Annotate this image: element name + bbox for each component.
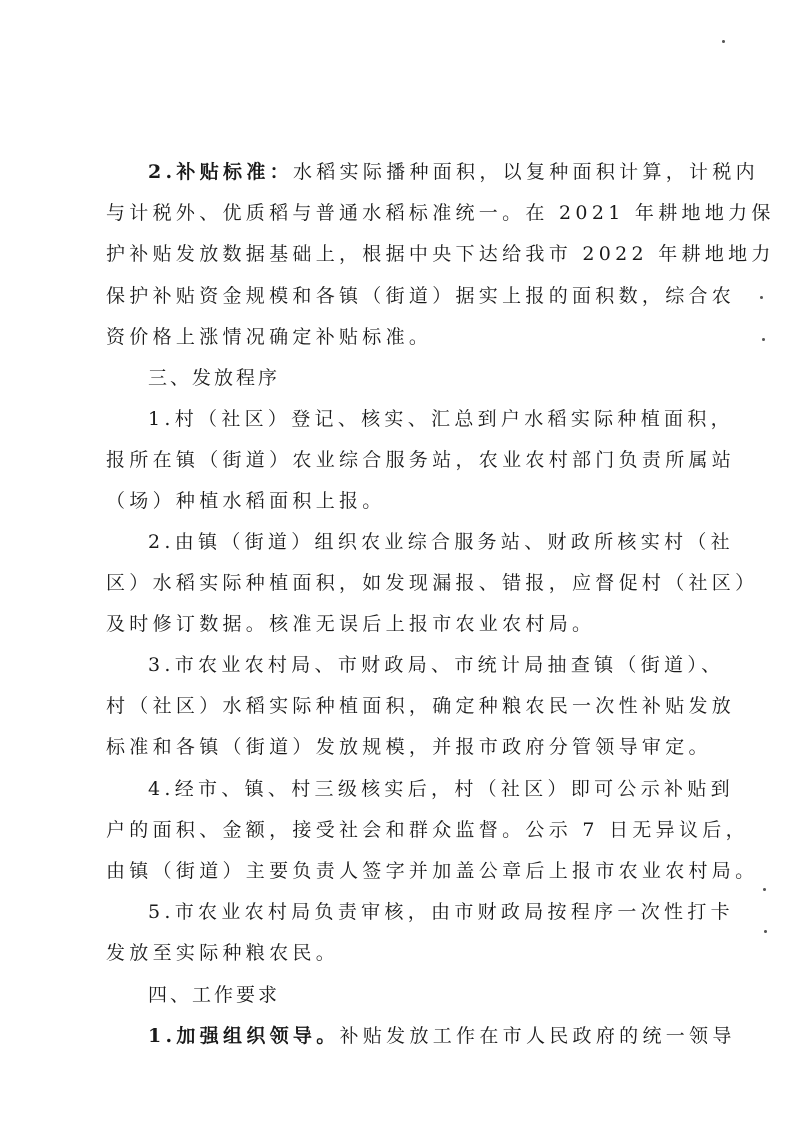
procedure-item-2-line-2: 区）水稻实际种植面积，如发现漏报、错报，应督促村（社区） [106,572,759,594]
subsidy-standard-text: 水稻实际播种面积，以复种面积计算，计税内 [292,161,759,183]
procedure-item-3-line-2: 村（社区）水稻实际种植面积，确定种粮农民一次性补贴发放 [106,695,736,717]
scan-speck [763,888,766,891]
subsidy-standard-line-1 [148,160,759,184]
section-4-heading: 四、工作要求 [148,984,281,1006]
procedure-item-4-line-1: 4.经市、镇、村三级核实后，村（社区）即可公示补贴到 [148,778,734,800]
procedure-item-5-line-1: 5.市农业农村局负责审核，由市财政局按程序一次性打卡 [148,901,734,923]
procedure-item-1-line-1: 1.村（社区）登记、核实、汇总到户水稻实际种植面积， [148,408,734,430]
requirement-item-1-lead: 1.加强组织领导。 [148,1025,340,1047]
procedure-item-1-line-2: 报所在镇（街道）农业综合服务站，农业农村部门负责所属站 [106,449,736,471]
procedure-item-4-line-3: 由镇（街道）主要负责人签字并加盖公章后上报市农业农村局。 [106,860,759,882]
procedure-item-2-line-3: 及时修订数据。核准无误后上报市农业农村局。 [106,613,596,635]
subsidy-standard-line-5: 资价格上涨情况确定补贴标准。 [106,326,433,348]
section-3-heading: 三、发放程序 [148,367,281,389]
procedure-item-3-line-1: 3.市农业农村局、市财政局、市统计局抽查镇（街道）、 [148,654,725,676]
scan-speck [762,338,765,341]
scan-speck [764,930,767,933]
procedure-item-3-line-3: 标准和各镇（街道）发放规模，并报市政府分管领导审定。 [106,736,712,758]
subsidy-standard-line-4: 保护补贴资金规模和各镇（街道）据实上报的面积数，综合农 [106,285,736,307]
requirement-item-1-text: 补贴发放工作在市人民政府的统一领导 [339,1025,736,1047]
scan-speck [760,296,763,299]
subsidy-standard-lead: 2.补贴标准： [148,161,293,183]
procedure-item-4-line-2: 户的面积、金额，接受社会和群众监督。公示 7 日无异议后， [106,819,749,841]
procedure-item-2-line-1: 2.由镇（街道）组织农业综合服务站、财政所核实村（社 [148,531,734,553]
scan-speck [722,40,725,43]
procedure-item-5-line-2: 发放至实际种粮农民。 [106,942,340,964]
procedure-item-1-line-3: （场）种植水稻面积上报。 [106,490,386,512]
subsidy-standard-line-3: 护补贴发放数据基础上，根据中央下达给我市 2022 年耕地地力 [106,243,775,265]
subsidy-standard-line-2: 与计税外、优质稻与普通水稻标准统一。在 2021 年耕地地力保 [106,202,775,224]
requirement-item-1-line-1 [148,1024,736,1048]
